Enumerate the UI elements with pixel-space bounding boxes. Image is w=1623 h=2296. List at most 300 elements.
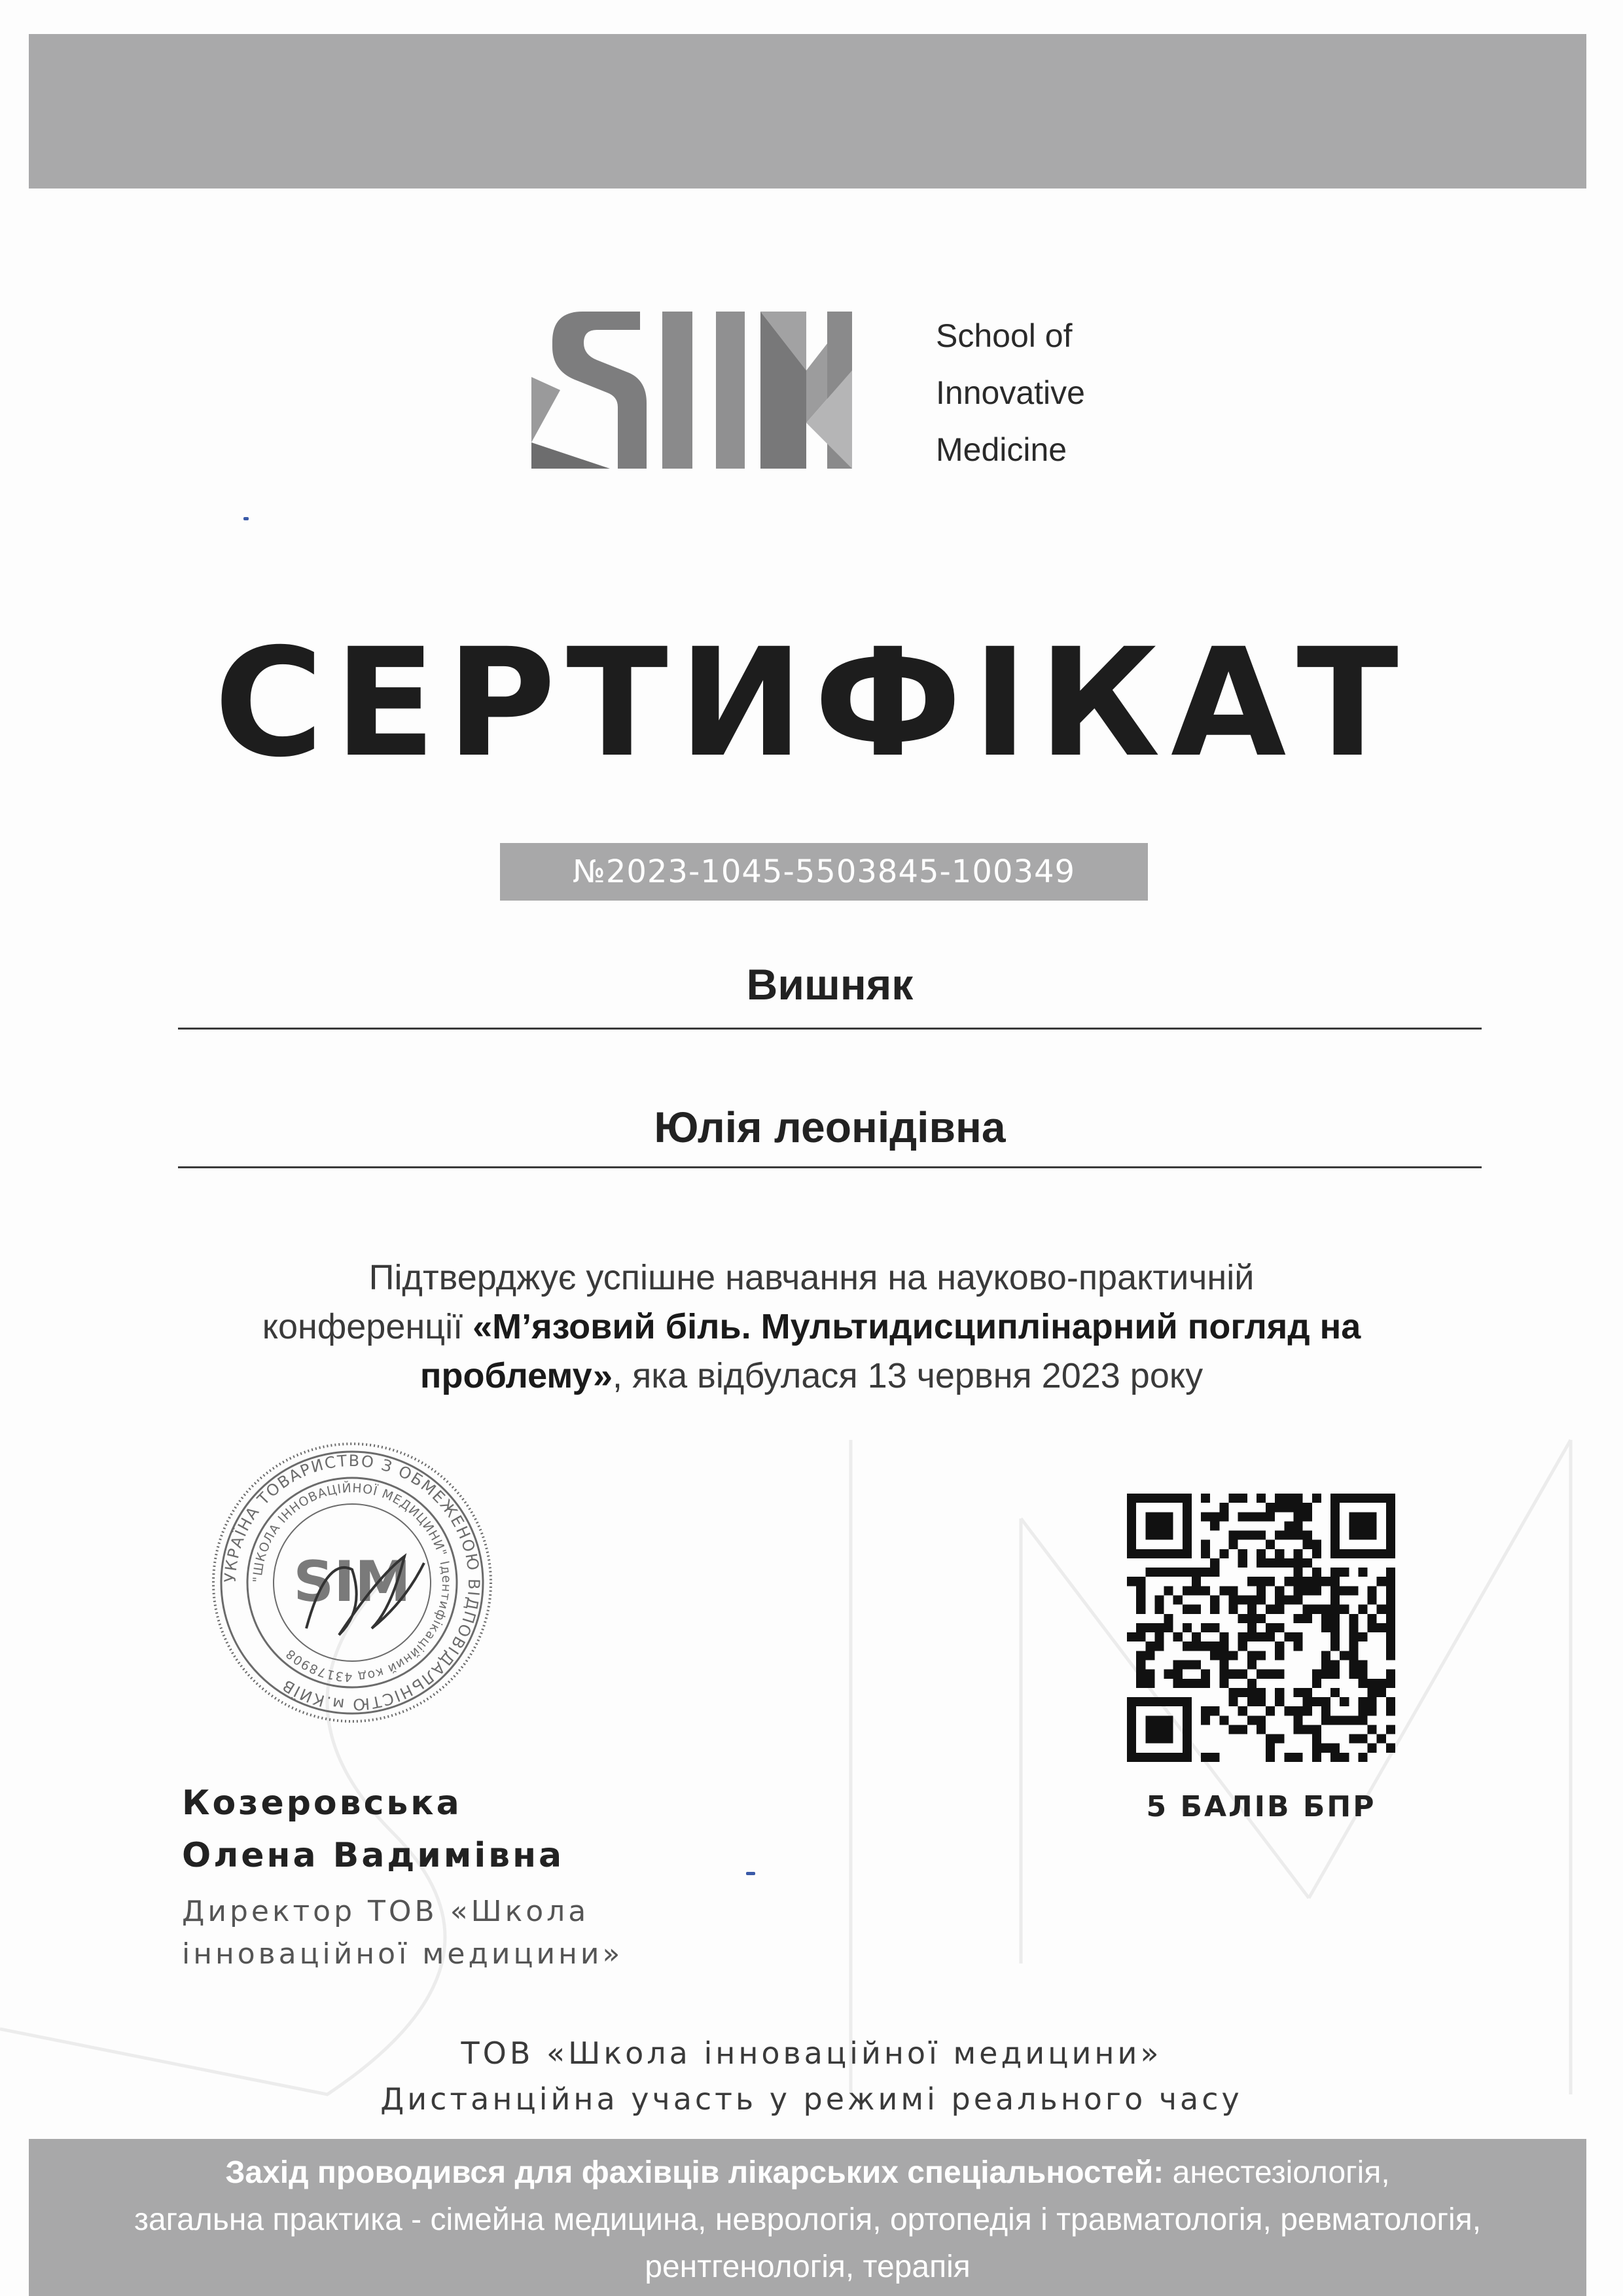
qr-module [1275, 1605, 1284, 1614]
qr-module [1386, 1512, 1395, 1521]
qr-module [1201, 1549, 1210, 1558]
qr-module [1136, 1605, 1145, 1614]
qr-module [1154, 1623, 1164, 1632]
qr-module [1247, 1531, 1257, 1540]
qr-module [1238, 1632, 1247, 1641]
qr-module [1154, 1697, 1164, 1706]
qr-module [1136, 1660, 1145, 1669]
qr-module [1183, 1605, 1192, 1614]
qr-module [1349, 1660, 1358, 1669]
recipient-surname: Вишняк [746, 960, 914, 1009]
qr-module [1303, 1614, 1312, 1623]
qr-module [1293, 1512, 1302, 1521]
qr-module [1145, 1734, 1154, 1744]
description-line: Підтверджує успішне навчання на науково-практичній [368, 1258, 1255, 1297]
qr-module [1257, 1632, 1266, 1641]
qr-module [1358, 1549, 1367, 1558]
qr-module [1219, 1632, 1228, 1641]
qr-module [1266, 1605, 1275, 1614]
qr-module [1164, 1697, 1173, 1706]
qr-module [1127, 1540, 1136, 1549]
qr-module [1275, 1697, 1284, 1706]
qr-module [1386, 1531, 1395, 1540]
qr-module [1183, 1660, 1192, 1669]
qr-module [1219, 1586, 1228, 1595]
qr-module [1257, 1688, 1266, 1697]
qr-module [1321, 1623, 1330, 1632]
qr-module [1136, 1596, 1145, 1605]
qr-module [1358, 1660, 1367, 1669]
qr-module [1145, 1715, 1154, 1725]
qr-module [1247, 1679, 1257, 1688]
qr-module [1210, 1568, 1219, 1577]
qr-module [1358, 1521, 1367, 1530]
scan-speck [243, 517, 249, 520]
qr-module [1293, 1494, 1302, 1503]
qr-module [1154, 1568, 1164, 1577]
qr-module [1238, 1596, 1247, 1605]
qr-module [1136, 1586, 1145, 1595]
qr-module [1219, 1641, 1228, 1651]
qr-module [1266, 1706, 1275, 1715]
stamp-center-mark: SIM [293, 1549, 411, 1615]
qr-module [1330, 1596, 1340, 1605]
qr-module [1293, 1706, 1302, 1715]
qr-module [1164, 1512, 1173, 1521]
qr-module [1183, 1623, 1192, 1632]
qr-module [1192, 1605, 1201, 1614]
qr-module [1229, 1540, 1238, 1549]
qr-module [1210, 1651, 1219, 1660]
qr-module [1303, 1697, 1312, 1706]
qr-module [1377, 1549, 1386, 1558]
qr-module [1154, 1632, 1164, 1641]
qr-module [1145, 1623, 1154, 1632]
qr-module [1275, 1734, 1284, 1744]
qr-module [1173, 1679, 1183, 1688]
qr-module [1321, 1670, 1330, 1679]
qr-module [1386, 1503, 1395, 1512]
qr-module [1303, 1725, 1312, 1734]
qr-module [1164, 1586, 1173, 1595]
qr-module [1275, 1531, 1284, 1540]
qr-module [1266, 1670, 1275, 1679]
qr-module [1247, 1697, 1257, 1706]
qr-module [1312, 1744, 1321, 1753]
qr-module [1173, 1632, 1183, 1641]
qr-module [1275, 1670, 1284, 1679]
qr-module [1330, 1605, 1340, 1614]
qr-module [1349, 1632, 1358, 1641]
qr-module [1173, 1549, 1183, 1558]
qr-module [1368, 1549, 1377, 1558]
qr-module [1266, 1540, 1275, 1549]
qr-module [1247, 1688, 1257, 1697]
qr-module [1358, 1512, 1367, 1521]
qr-module [1136, 1549, 1145, 1558]
qr-module [1358, 1706, 1367, 1715]
description-text: , яка відбулася 13 червня 2023 року [613, 1356, 1204, 1395]
qr-module [1192, 1660, 1201, 1669]
qr-module [1293, 1725, 1302, 1734]
qr-module [1358, 1753, 1367, 1762]
qr-module [1284, 1503, 1293, 1512]
qr-module [1229, 1688, 1238, 1697]
qr-module [1201, 1494, 1210, 1503]
qr-module [1330, 1632, 1340, 1641]
qr-module [1257, 1494, 1266, 1503]
qr-module [1145, 1494, 1154, 1503]
qr-module [1145, 1651, 1154, 1660]
qr-module [1368, 1586, 1377, 1595]
qr-module [1257, 1558, 1266, 1568]
qr-module [1136, 1623, 1145, 1632]
qr-module [1312, 1494, 1321, 1503]
qr-module [1257, 1512, 1266, 1521]
qr-module [1349, 1521, 1358, 1530]
qr-module [1368, 1531, 1377, 1540]
qr-module [1340, 1586, 1349, 1595]
qr-module [1201, 1512, 1210, 1521]
qr-module [1154, 1641, 1164, 1651]
qr-module [1183, 1679, 1192, 1688]
qr-module [1247, 1651, 1257, 1660]
qr-module [1368, 1679, 1377, 1688]
qr-module [1358, 1697, 1367, 1706]
qr-module [1275, 1558, 1284, 1568]
qr-module [1145, 1512, 1154, 1521]
signer-name: Козеровська [182, 1784, 462, 1823]
qr-module [1127, 1697, 1136, 1706]
qr-module [1164, 1715, 1173, 1725]
qr-module [1127, 1577, 1136, 1586]
qr-module [1312, 1679, 1321, 1688]
qr-module [1257, 1577, 1266, 1586]
qr-module [1257, 1531, 1266, 1540]
qr-module [1293, 1641, 1302, 1651]
qr-module [1275, 1494, 1284, 1503]
logo-text-line: Innovative [936, 374, 1085, 411]
official-stamp [208, 1439, 496, 1727]
qr-module [1349, 1549, 1358, 1558]
qr-module [1238, 1494, 1247, 1503]
qr-module [1349, 1651, 1358, 1660]
qr-module [1266, 1558, 1275, 1568]
qr-module [1330, 1660, 1340, 1669]
qr-module [1266, 1503, 1275, 1512]
qr-module [1229, 1494, 1238, 1503]
qr-module [1145, 1521, 1154, 1530]
qr-module [1293, 1521, 1302, 1530]
qr-module [1321, 1614, 1330, 1623]
qr-module [1229, 1531, 1238, 1540]
qr-module [1368, 1494, 1377, 1503]
qr-module [1386, 1568, 1395, 1577]
qr-module [1257, 1670, 1266, 1679]
qr-module [1284, 1632, 1293, 1641]
qr-module [1330, 1568, 1340, 1577]
qr-module [1386, 1679, 1395, 1688]
qr-module [1266, 1753, 1275, 1762]
qr-module [1293, 1632, 1302, 1641]
qr-module [1349, 1734, 1358, 1744]
qr-module [1154, 1753, 1164, 1762]
qr-module [1201, 1540, 1210, 1549]
qr-module [1293, 1715, 1302, 1725]
certificate-number: №2023-1045-5503845-100349 [500, 843, 1148, 901]
qr-module [1330, 1503, 1340, 1512]
qr-caption: 5 БАЛІВ БПР [1146, 1790, 1376, 1823]
qr-module [1303, 1605, 1312, 1614]
qr-module [1164, 1494, 1173, 1503]
qr-module [1275, 1586, 1284, 1595]
qr-module [1284, 1596, 1293, 1605]
qr-module [1257, 1697, 1266, 1706]
qr-module [1201, 1623, 1210, 1632]
qr-module [1257, 1651, 1266, 1660]
qr-module [1127, 1725, 1136, 1734]
qr-module [1312, 1725, 1321, 1734]
qr-module [1349, 1586, 1358, 1595]
divider [178, 1166, 1482, 1168]
qr-module [1386, 1605, 1395, 1614]
qr-module [1201, 1670, 1210, 1679]
qr-module [1266, 1744, 1275, 1753]
qr-module [1127, 1734, 1136, 1744]
qr-module [1358, 1715, 1367, 1725]
qr-module [1127, 1715, 1136, 1725]
scan-speck [746, 1872, 755, 1875]
qr-module [1210, 1641, 1219, 1651]
qr-module [1330, 1540, 1340, 1549]
qr-module [1321, 1706, 1330, 1715]
qr-module [1183, 1568, 1192, 1577]
qr-module [1368, 1688, 1377, 1697]
qr-module [1386, 1744, 1395, 1753]
qr-module [1210, 1623, 1219, 1632]
qr-module [1330, 1641, 1340, 1651]
qr-module [1312, 1586, 1321, 1595]
qr-module [1257, 1549, 1266, 1558]
qr-module [1386, 1632, 1395, 1641]
qr-module [1247, 1605, 1257, 1614]
qr-module [1238, 1670, 1247, 1679]
qr-module [1303, 1688, 1312, 1697]
qr-module [1257, 1596, 1266, 1605]
qr-module [1330, 1670, 1340, 1679]
qr-module [1219, 1512, 1228, 1521]
qr-module [1358, 1632, 1367, 1641]
qr-module [1312, 1568, 1321, 1577]
qr-module [1330, 1614, 1340, 1623]
qr-module [1330, 1549, 1340, 1558]
qr-module [1330, 1715, 1340, 1725]
qr-module [1266, 1512, 1275, 1521]
footer-line: загальна практика - сімейна медицина, неврологія, ортопедія і травматологія, ревматологія, [134, 2202, 1482, 2237]
qr-module [1247, 1623, 1257, 1632]
qr-module [1238, 1558, 1247, 1568]
qr-module [1127, 1549, 1136, 1558]
qr-module [1321, 1651, 1330, 1660]
qr-module [1154, 1605, 1164, 1614]
qr-module [1238, 1706, 1247, 1715]
qr-module [1201, 1753, 1210, 1762]
qr-module [1201, 1679, 1210, 1688]
qr-module [1293, 1558, 1302, 1568]
qr-module [1154, 1734, 1164, 1744]
qr-module [1183, 1706, 1192, 1715]
qr-module [1377, 1688, 1386, 1697]
qr-module [1183, 1540, 1192, 1549]
qr-module [1127, 1521, 1136, 1530]
qr-module [1358, 1605, 1367, 1614]
qr-module [1127, 1744, 1136, 1753]
qr-module [1229, 1697, 1238, 1706]
qr-module [1192, 1679, 1201, 1688]
qr-module [1164, 1734, 1173, 1744]
qr-module [1238, 1641, 1247, 1651]
description-line [131, 1358, 1492, 1393]
qr-module [1340, 1549, 1349, 1558]
qr-module [1136, 1670, 1145, 1679]
qr-module [1154, 1494, 1164, 1503]
qr-module [1386, 1549, 1395, 1558]
qr-module [1219, 1651, 1228, 1660]
qr-module [1330, 1512, 1340, 1521]
qr-module [1368, 1512, 1377, 1521]
qr-module [1145, 1568, 1154, 1577]
qr-module [1247, 1614, 1257, 1623]
qr-module [1145, 1697, 1154, 1706]
qr-module [1358, 1494, 1367, 1503]
qr-module [1183, 1641, 1192, 1651]
qr-module [1183, 1744, 1192, 1753]
qr-module [1183, 1697, 1192, 1706]
qr-module [1330, 1586, 1340, 1595]
qr-module [1136, 1494, 1145, 1503]
qr-module [1219, 1715, 1228, 1725]
recipient-given-names: Юлія леонідівна [654, 1103, 1006, 1151]
qr-module [1321, 1715, 1330, 1725]
qr-module [1358, 1679, 1367, 1688]
qr-module [1183, 1734, 1192, 1744]
qr-module [1303, 1586, 1312, 1595]
qr-module [1210, 1596, 1219, 1605]
qr-module [1164, 1753, 1173, 1762]
qr-module [1284, 1753, 1293, 1762]
qr-module [1293, 1568, 1302, 1577]
qr-module [1368, 1725, 1377, 1734]
qr-module [1136, 1651, 1145, 1660]
qr-module [1312, 1670, 1321, 1679]
qr-module [1164, 1670, 1173, 1679]
qr-module [1154, 1596, 1164, 1605]
conference-title: проблему» [419, 1356, 613, 1395]
qr-module [1136, 1632, 1145, 1641]
signer-role: Директор ТОВ «Школа [182, 1895, 590, 1928]
qr-module [1257, 1715, 1266, 1725]
qr-module [1247, 1596, 1257, 1605]
qr-module [1275, 1503, 1284, 1512]
divider [178, 1028, 1482, 1030]
qr-module [1229, 1725, 1238, 1734]
qr-module [1303, 1540, 1312, 1549]
qr-module [1321, 1744, 1330, 1753]
qr-module [1386, 1706, 1395, 1715]
qr-module [1358, 1670, 1367, 1679]
qr-module [1173, 1568, 1183, 1577]
qr-module [1275, 1623, 1284, 1632]
qr-module [1321, 1605, 1330, 1614]
qr-module [1358, 1568, 1367, 1577]
qr-module [1183, 1549, 1192, 1558]
qr-module [1247, 1715, 1257, 1725]
qr-module [1145, 1531, 1154, 1540]
qr-module [1377, 1679, 1386, 1688]
qr-module [1127, 1494, 1136, 1503]
qr-code[interactable] [1127, 1494, 1395, 1762]
qr-module [1164, 1531, 1173, 1540]
qr-module [1293, 1503, 1302, 1512]
qr-module [1321, 1697, 1330, 1706]
qr-module [1183, 1586, 1192, 1595]
qr-module [1257, 1725, 1266, 1734]
qr-module [1257, 1614, 1266, 1623]
qr-module [1257, 1586, 1266, 1595]
qr-module [1192, 1586, 1201, 1595]
qr-module [1164, 1614, 1173, 1623]
signer-name: Олена Вадимівна [182, 1836, 565, 1875]
qr-module [1219, 1660, 1228, 1669]
qr-module [1154, 1512, 1164, 1521]
qr-module [1183, 1521, 1192, 1530]
qr-module [1145, 1549, 1154, 1558]
qr-module [1219, 1670, 1228, 1679]
sim-logo [531, 305, 898, 488]
qr-module [1284, 1531, 1293, 1540]
qr-module [1238, 1549, 1247, 1558]
qr-module [1330, 1531, 1340, 1540]
qr-module [1210, 1521, 1219, 1530]
qr-module [1330, 1753, 1340, 1762]
qr-module [1368, 1521, 1377, 1530]
qr-module [1173, 1660, 1183, 1669]
qr-module [1368, 1697, 1377, 1706]
qr-module [1210, 1706, 1219, 1715]
qr-module [1266, 1734, 1275, 1744]
qr-module [1386, 1577, 1395, 1586]
logo-text-line: Medicine [936, 431, 1067, 468]
qr-module [1349, 1494, 1358, 1503]
qr-module [1154, 1521, 1164, 1530]
qr-module [1183, 1753, 1192, 1762]
qr-module [1386, 1725, 1395, 1734]
qr-module [1229, 1651, 1238, 1660]
qr-module [1330, 1521, 1340, 1530]
qr-module [1229, 1605, 1238, 1614]
qr-module [1238, 1614, 1247, 1623]
qr-module [1284, 1494, 1293, 1503]
qr-module [1210, 1512, 1219, 1521]
qr-module [1303, 1512, 1312, 1521]
qr-module [1386, 1697, 1395, 1706]
qr-module [1312, 1549, 1321, 1558]
qr-module [1284, 1706, 1293, 1715]
qr-module [1340, 1715, 1349, 1725]
footer-line [29, 2157, 1586, 2189]
qr-module [1201, 1568, 1210, 1577]
qr-module [1219, 1503, 1228, 1512]
